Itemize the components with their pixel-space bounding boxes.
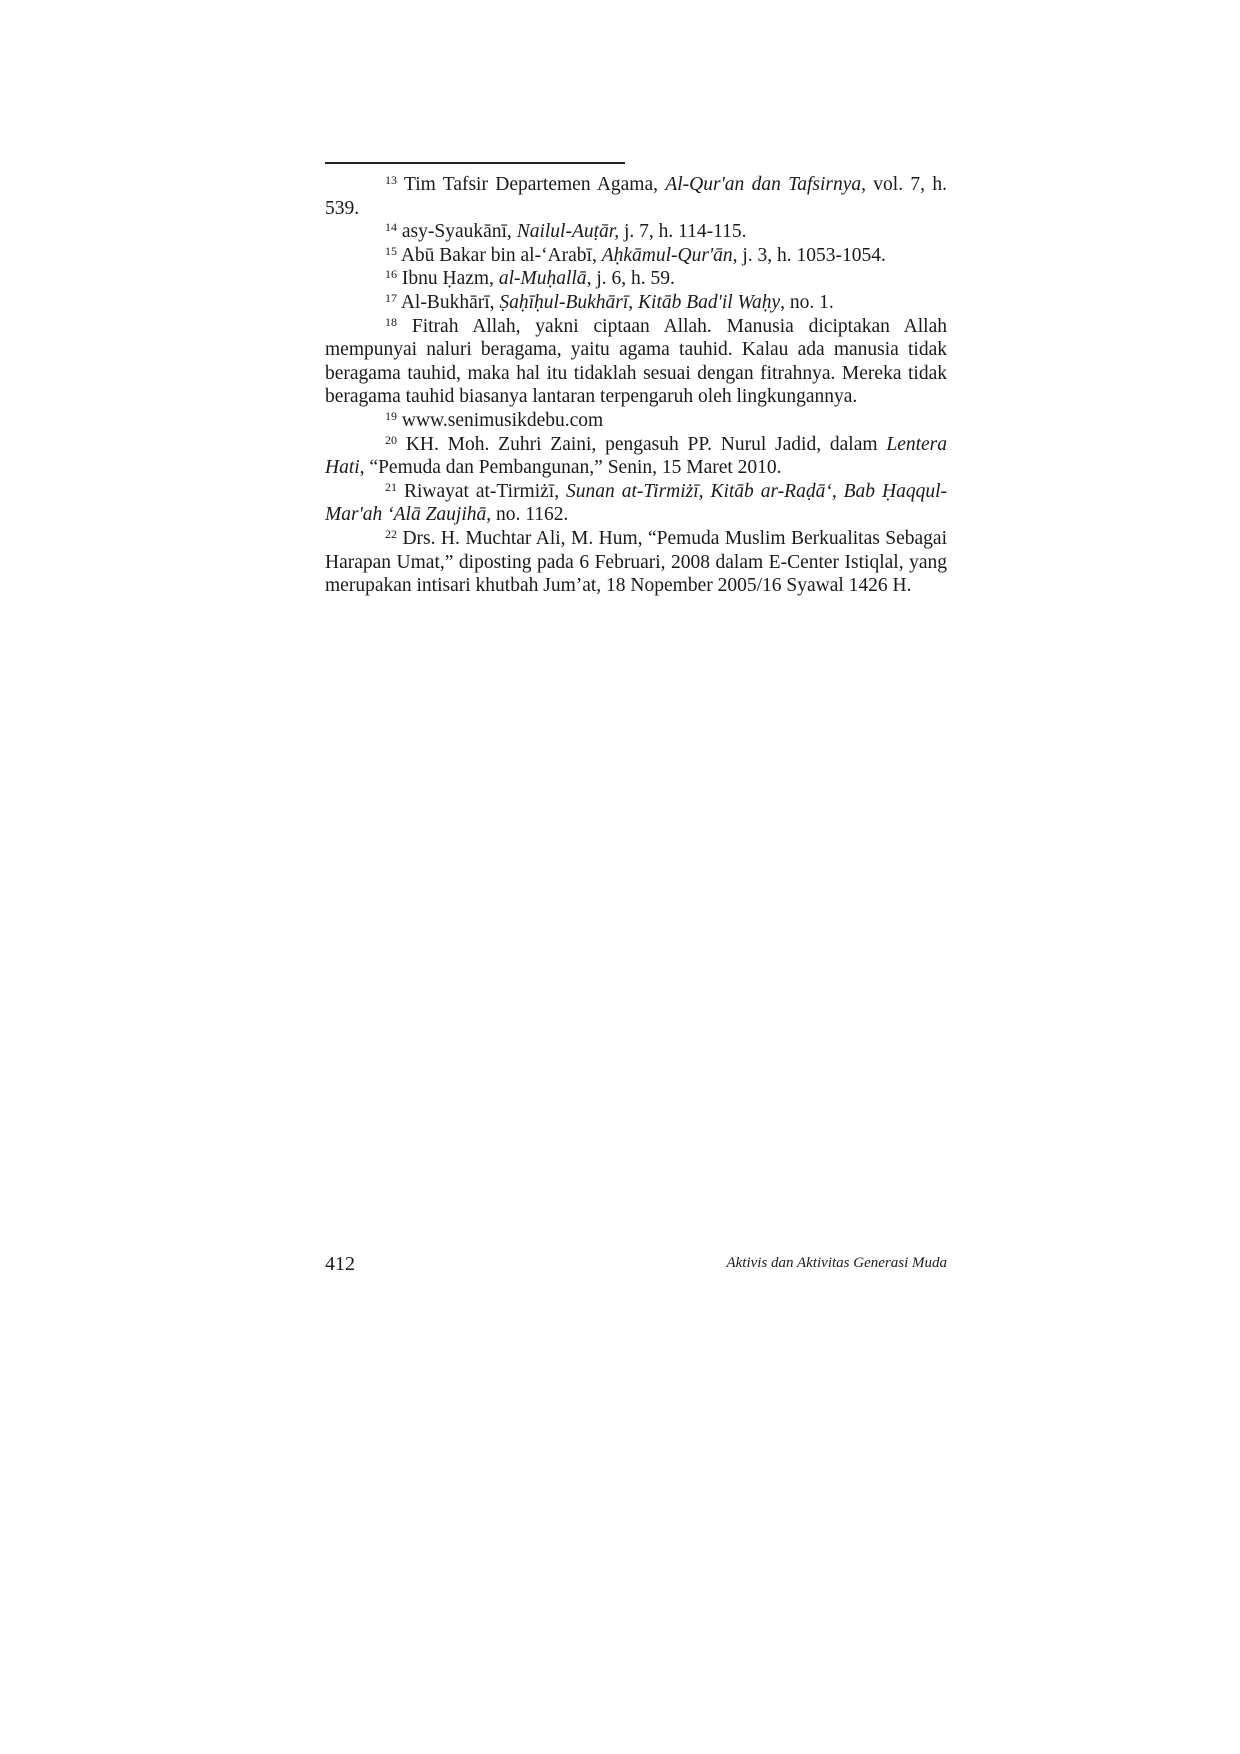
footnote-text: Ibnu Ḥazm,	[401, 268, 499, 290]
footnote-title-italic: al-Muḥallā	[498, 268, 587, 290]
page-number: 412	[325, 1253, 355, 1275]
footnote-number: 16	[385, 267, 397, 282]
footnote-13	[325, 173, 947, 220]
footnote-text: asy-Syaukānī,	[401, 221, 517, 243]
footnote-text: Fitrah Allah, yakni ciptaan Allah. Manusia diciptakan Allah mempunyai naluri beragama, yaitu agama tauhid. Kalau ada manusia tidak beragama tauhid, maka hal itu tidaklah sesuai dengan fitrahnya. Mereka tidak beragama tauhid biasanya lantaran terpengaruh oleh lingkungannya.	[325, 315, 947, 408]
footnote-text: , j. 3, h. 1053-1054.	[732, 244, 886, 266]
footnote-16	[325, 267, 947, 291]
footnote-18	[325, 315, 947, 409]
footnotes-section	[325, 173, 947, 598]
footnote-title-italic: Lentera Hati	[325, 433, 948, 479]
footnote-text: Drs. H. Muchtar Ali, M. Hum, “Pemuda Muslim Berkualitas Sebagai Harapan Umat,” diposting pada 6 Februari, 2008 dalam E-Center Istiqlal, yang merupakan intisari khutbah Jum’at, 18 Nopember 2005/16 Syawal 1426 H.	[325, 527, 948, 597]
footnote-19	[325, 409, 947, 433]
footnote-text: j. 7, h. 114-115.	[619, 221, 747, 243]
footnote-text: ,	[628, 291, 639, 313]
footnote-text: , no. 1.	[780, 291, 834, 313]
footnote-number: 17	[385, 290, 397, 305]
footnote-number: 20	[385, 432, 397, 447]
running-title: Aktivis dan Aktivitas Generasi Muda	[726, 1255, 947, 1271]
footnote-text: , no. 1162.	[486, 504, 569, 526]
footnote-title-italic: Kitāb Bad'il Waḥy	[638, 291, 781, 313]
footnote-title-italic: Ṣaḥīḥul-Bukhārī	[499, 291, 629, 313]
footnote-number: 18	[385, 314, 397, 329]
footnote-14	[325, 220, 947, 244]
footnote-text: Al-Bukhārī,	[400, 291, 500, 313]
footnote-number: 13	[385, 173, 397, 187]
footnote-text: Abū Bakar bin al-‘Arabī,	[400, 244, 602, 266]
footnote-text: , vol. 7, h. 539.	[325, 174, 947, 219]
footnote-15	[325, 244, 947, 268]
footnote-separator-rule	[325, 162, 625, 164]
footnote-22	[325, 527, 947, 598]
footnote-20	[325, 433, 947, 480]
footnote-text: Riwayat at-Tirmiżī,	[403, 480, 567, 502]
footnote-number: 15	[385, 243, 397, 258]
footnote-text: www.senimusikdebu.com	[401, 409, 604, 431]
footnote-number: 21	[385, 479, 397, 494]
footnote-title-italic: Al-Qur'an dan Tafsirnya	[665, 174, 862, 195]
footnote-text: , “Pemuda dan Pembangunan,” Senin, 15 Maret 2010.	[359, 457, 782, 479]
footnote-title-italic: Sunan at-Tirmiżī, Kitāb ar-Raḍā‘, Bab Ḥaqqul-Mar'ah ‘Alā Zaujihā	[325, 480, 947, 526]
footnote-17	[325, 291, 947, 315]
footnote-text: , j. 6, h. 59.	[586, 268, 675, 290]
footnote-title-italic: Aḥkāmul-Qur'ān	[601, 244, 733, 266]
footnote-number: 14	[385, 220, 397, 235]
footnote-text: Tim Tafsir Departemen Agama,	[403, 174, 666, 195]
footnote-text: KH. Moh. Zuhri Zaini, pengasuh PP. Nurul Jadid, dalam	[405, 433, 887, 455]
footnote-number: 22	[385, 526, 397, 541]
footnote-title-italic: Nailul-Auṭār,	[516, 221, 620, 243]
footnote-number: 19	[385, 408, 397, 423]
footnote-21	[325, 480, 947, 527]
